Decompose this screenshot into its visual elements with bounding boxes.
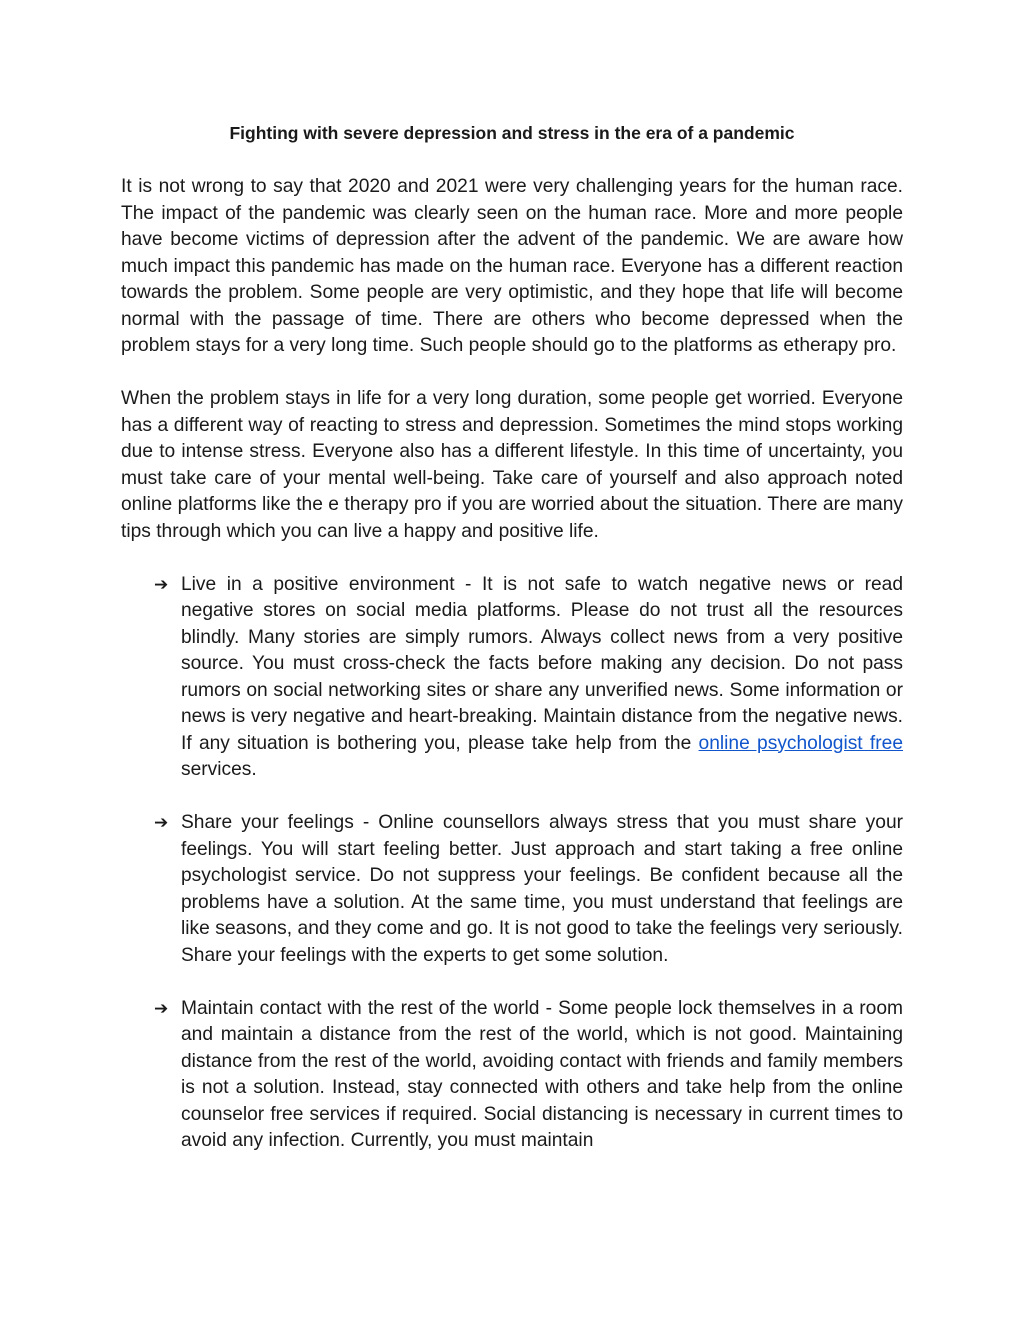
list-item-text: Live in a positive environment - It is not safe to watch negative news or read negative stores on social media platforms. Please do not trust all the resources blindly. Many stories are simply rumors. Always collect news from a very positive source. You must cross-check the facts before making any decision. Do not pass rumors on social networking sites or share any unverified news. Some information or news is very negative and heart-breaking. Maintain distance from the negative news. If any situation is bothering you, please take help from the [181,573,903,754]
body-paragraph: When the problem stays in life for a very long duration, some people get worried. Everyone has a different way of reacting to stress and depression. Sometimes the mind stops working due to intense stress. Everyone also has a different lifestyle. In this time of uncertainty, you must take care of your mental well-being. Take care of yourself and also approach noted online platforms like the e therapy pro if you are worried about the situation. There are many tips through which you can live a happy and positive life. [121,388,903,542]
list-item-text: Share your feelings - Online counsellors always stress that you must share your feelings. You will start feeling better. Just approach and start taking a free online psychologist service. Do not suppress your feelings. Be confident because all the problems have a solution. At the same time, you must understand that feelings are like seasons, and they come and go. It is not good to take the feelings very seriously. Share your feelings with the experts to get some solution. [181,812,903,966]
arrow-right-icon: ➔ [154,813,169,833]
arrow-right-icon: ➔ [154,574,169,595]
intro-paragraph: It is not wrong to say that 2020 and 2021 were very challenging years for the human race. The impact of the pandemic was clearly seen on the human race. More and more people have become victims of depression after the advent of the pandemic. We are aware how much impact this pandemic has made on the human race. Everyone has a different reaction towards the problem. Some people are very optimistic, and they hope that life will become normal with the passage of time. There are others who become depressed when the problem stays for a very long time. Such people should go to the platforms as etherapy pro. [121,176,903,356]
list-item-maintain-contact [121,996,903,1155]
document-page [121,120,903,1181]
list-item-positive-environment [121,572,903,784]
list-item-text-end: services. [181,759,257,780]
arrow-right-icon: ➔ [154,998,169,1019]
list-item-text: Maintain contact with the rest of the world - Some people lock themselves in a room and maintain a distance from the rest of the world, which is not good. Maintaining distance from the rest of the world, avoiding contact with friends and family members is not a solution. Instead, stay connected with others and take help from the online counselor free services if required. Social distancing is necessary in current times to avoid any infection. Currently, you must maintain [181,997,903,1151]
tips-list [121,572,903,1155]
document-title: Fighting with severe depression and stress in the era of a pandemic [229,123,795,143]
list-item-share-feelings [121,810,903,969]
online-psychologist-link[interactable]: online psychologist free [698,732,903,754]
